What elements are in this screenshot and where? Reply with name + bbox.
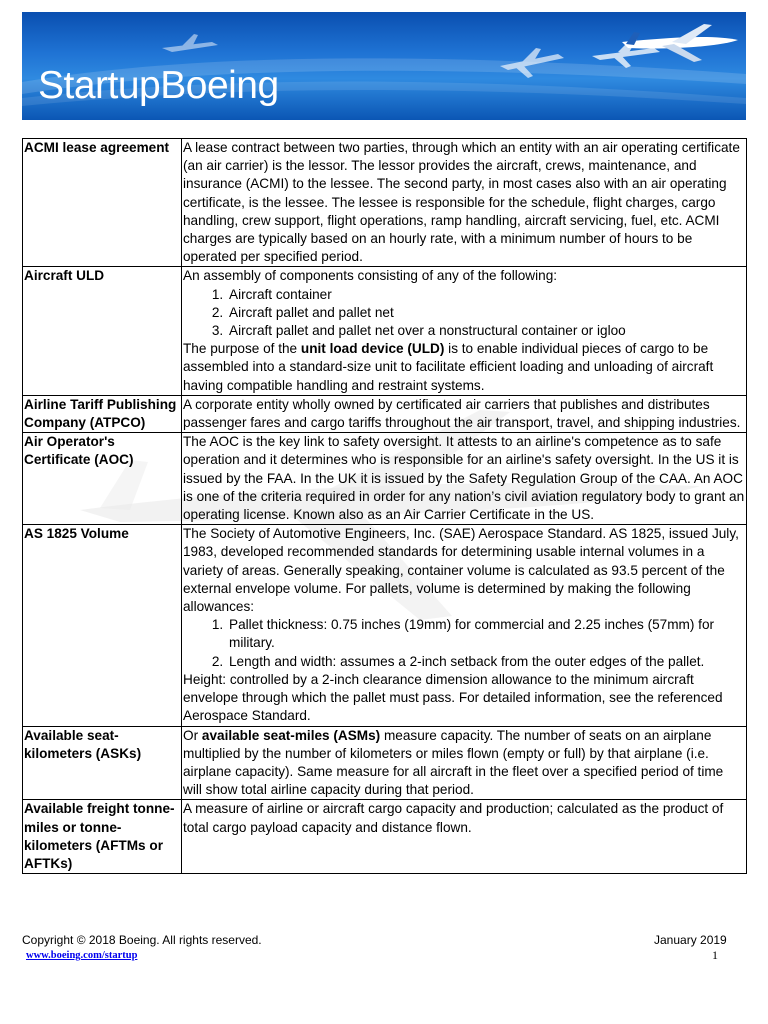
glossary-term: AS 1825 Volume (23, 525, 182, 726)
definition-text: The purpose of the (183, 341, 301, 357)
glossary-definition (182, 525, 747, 726)
definition-text: Height: controlled by a 2-inch clearance dimension allowance to the minimum aircraft envelope through which the pallet must pass. For detailed information, see the referenced Aerospace Standard. (183, 671, 723, 724)
definition-paragraph (183, 671, 745, 726)
glossary-definition (182, 726, 747, 800)
page-number: 1 (712, 948, 718, 962)
glossary-term: Airline Tariff Publishing Company (ATPCO) (23, 395, 182, 432)
definition-text: Or (183, 727, 202, 743)
glossary-term: Available freight tonne-miles or tonne-kilometers (AFTMs or AFTKs) (23, 800, 182, 874)
definition-paragraph (183, 800, 745, 836)
document-date: January 2019 (654, 933, 727, 947)
header-banner (22, 12, 746, 120)
glossary-definition (182, 395, 747, 432)
glossary-row (23, 267, 747, 395)
definition-text: measure capacity. The number of seats on an airplane multiplied by the number of kilometers or miles flown (empty or full) by that airplane (i.e. airplane capacity). Same measure for all aircraft in the fleet over a specified period of time will show total airline capacity during that period. (183, 727, 724, 798)
glossary-table (22, 138, 747, 874)
definition-list-item: 2. Aircraft pallet and pallet net (227, 304, 745, 322)
glossary-row (23, 800, 747, 874)
glossary-definition (182, 800, 747, 874)
highlighted-term: unit load device (ULD) (300, 341, 445, 357)
definition-paragraph (183, 433, 745, 524)
glossary-row (23, 726, 747, 800)
airplane-icon (622, 24, 738, 62)
definition-text: The AOC is the key link to safety oversight. It attests to an airline's competence as to safe operation and it determines who is responsible for an airline's safety oversight. In the US it is issued by the FAA. In the UK it is issued by the Safety Regulation Group of the CAA. An AOC is one of the criteria required in order for any nation’s civil aviation regulatory body to grant an operating license. Known also as an Air Carrier Certificate in the US. (183, 434, 745, 523)
definition-list-item: 3. Aircraft pallet and pallet net over a nonstructural container or igloo (227, 322, 745, 340)
glossary-row (23, 395, 747, 432)
definition-list-item: 2. Length and width: assumes a 2-inch setback from the outer edges of the pallet. (227, 653, 745, 671)
glossary-term: Available seat-kilometers (ASKs) (23, 726, 182, 800)
definition-paragraph (183, 727, 745, 800)
glossary-definition (182, 267, 747, 395)
definition-text: The Society of Automotive Engineers, Inc. (SAE) Aerospace Standard. AS 1825, issued July, 1983, developed recommended standards for determining usable internal volumes in a variety of areas. Generally speaking, container volume is calculated as 93.5 percent of the external envelope volume. For pallets, volume is determined by making the following allowances: (183, 526, 739, 615)
glossary-row (23, 139, 747, 267)
definition-text: A lease contract between two parties, through which an entity with an air operating certificate (an air carrier) is the lessor. The lessor provides the aircraft, crews, maintenance, and insurance (ACMI) to the lessee. The second party, in most cases also with an air operating certificate, is the lessee. The lessee is responsible for the schedule, flight charges, cargo handling, crew support, flight operations, ramp handling, aircraft servicing, fuel, etc. ACMI charges are typically based on an hourly rate, with a minimum number of hours to be operated per specified period. (183, 140, 740, 265)
glossary-definition (182, 433, 747, 525)
definition-paragraph (183, 525, 745, 616)
definition-text: is to enable individual pieces of cargo to be assembled into a standard-size unit to facilitate efficient loading and unloading of aircraft having compatible handling and restraint systems. (183, 341, 714, 393)
glossary-definition (182, 139, 747, 267)
definition-text: A measure of airline or aircraft cargo capacity and production; calculated as the product of total cargo payload capacity and distance flown. (183, 801, 724, 835)
glossary-term: Aircraft ULD (23, 267, 182, 395)
glossary-row (23, 433, 747, 525)
boeing-startup-link[interactable]: www.boeing.com/startup (26, 950, 138, 961)
definition-text: An assembly of components consisting of any of the following: (183, 268, 558, 284)
highlighted-term: available seat-miles (ASMs) (201, 727, 381, 743)
glossary-row (23, 525, 747, 726)
definition-text: A corporate entity wholly owned by certificated air carriers that publishes and distributes passenger fares and cargo tariffs throughout the air transport, travel, and shipping industries. (183, 396, 741, 431)
definition-paragraph (183, 139, 745, 266)
brand-title: StartupBoeing (38, 64, 279, 107)
glossary-term: Air Operator's Certificate (AOC) (23, 433, 182, 525)
definition-list (183, 286, 745, 341)
definition-paragraph (183, 396, 745, 432)
definition-paragraph (183, 340, 745, 395)
glossary-term: ACMI lease agreement (23, 139, 182, 267)
definition-paragraph (183, 267, 745, 285)
copyright-text: Copyright © 2018 Boeing. All rights reserved. (22, 933, 262, 947)
definition-list (183, 616, 745, 671)
definition-list-item: 1. Pallet thickness: 0.75 inches (19mm) for commercial and 2.25 inches (57mm) for military. (227, 616, 745, 652)
airplane-icon (162, 34, 218, 52)
definition-list-item: 1. Aircraft container (227, 286, 745, 304)
